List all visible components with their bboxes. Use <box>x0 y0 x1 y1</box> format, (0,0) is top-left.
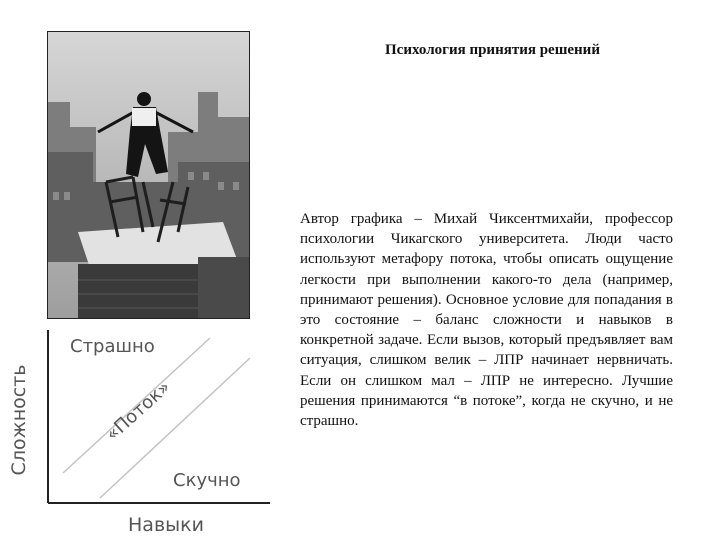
body-paragraph: Автор графика – Михай Чиксентмихайи, профессор психологии Чикагского университета. Люди часто используют метафору потока, чтобы описать ощущение легкости при выполнении какого-то дела (например, принимают решения). Основное условие для попадания в это состояние – баланс сложности и навыков в конкретной задаче. Если вызов, который предъявляет вам ситуация, слишком велик – ЛПР начинает нервничать. Если он слишком мал – ЛПР не интересно. Лучшие решения принимаются “в потоке”, когда не скучно, и не страшно. <box>300 211 673 430</box>
zone-top-label: Страшно <box>70 336 155 357</box>
man-balancing-on-chairs-photo-icon <box>48 32 249 318</box>
slide-title: Психология принятия решений <box>385 42 600 58</box>
zone-bottom-label: Скучно <box>173 470 241 491</box>
flow-label: «Поток» <box>101 376 175 446</box>
flow-diagram <box>0 318 300 540</box>
x-axis-label: Навыки <box>128 514 204 536</box>
y-axis-label: Сложность <box>8 364 30 476</box>
man-on-chairs-photo <box>47 31 250 319</box>
